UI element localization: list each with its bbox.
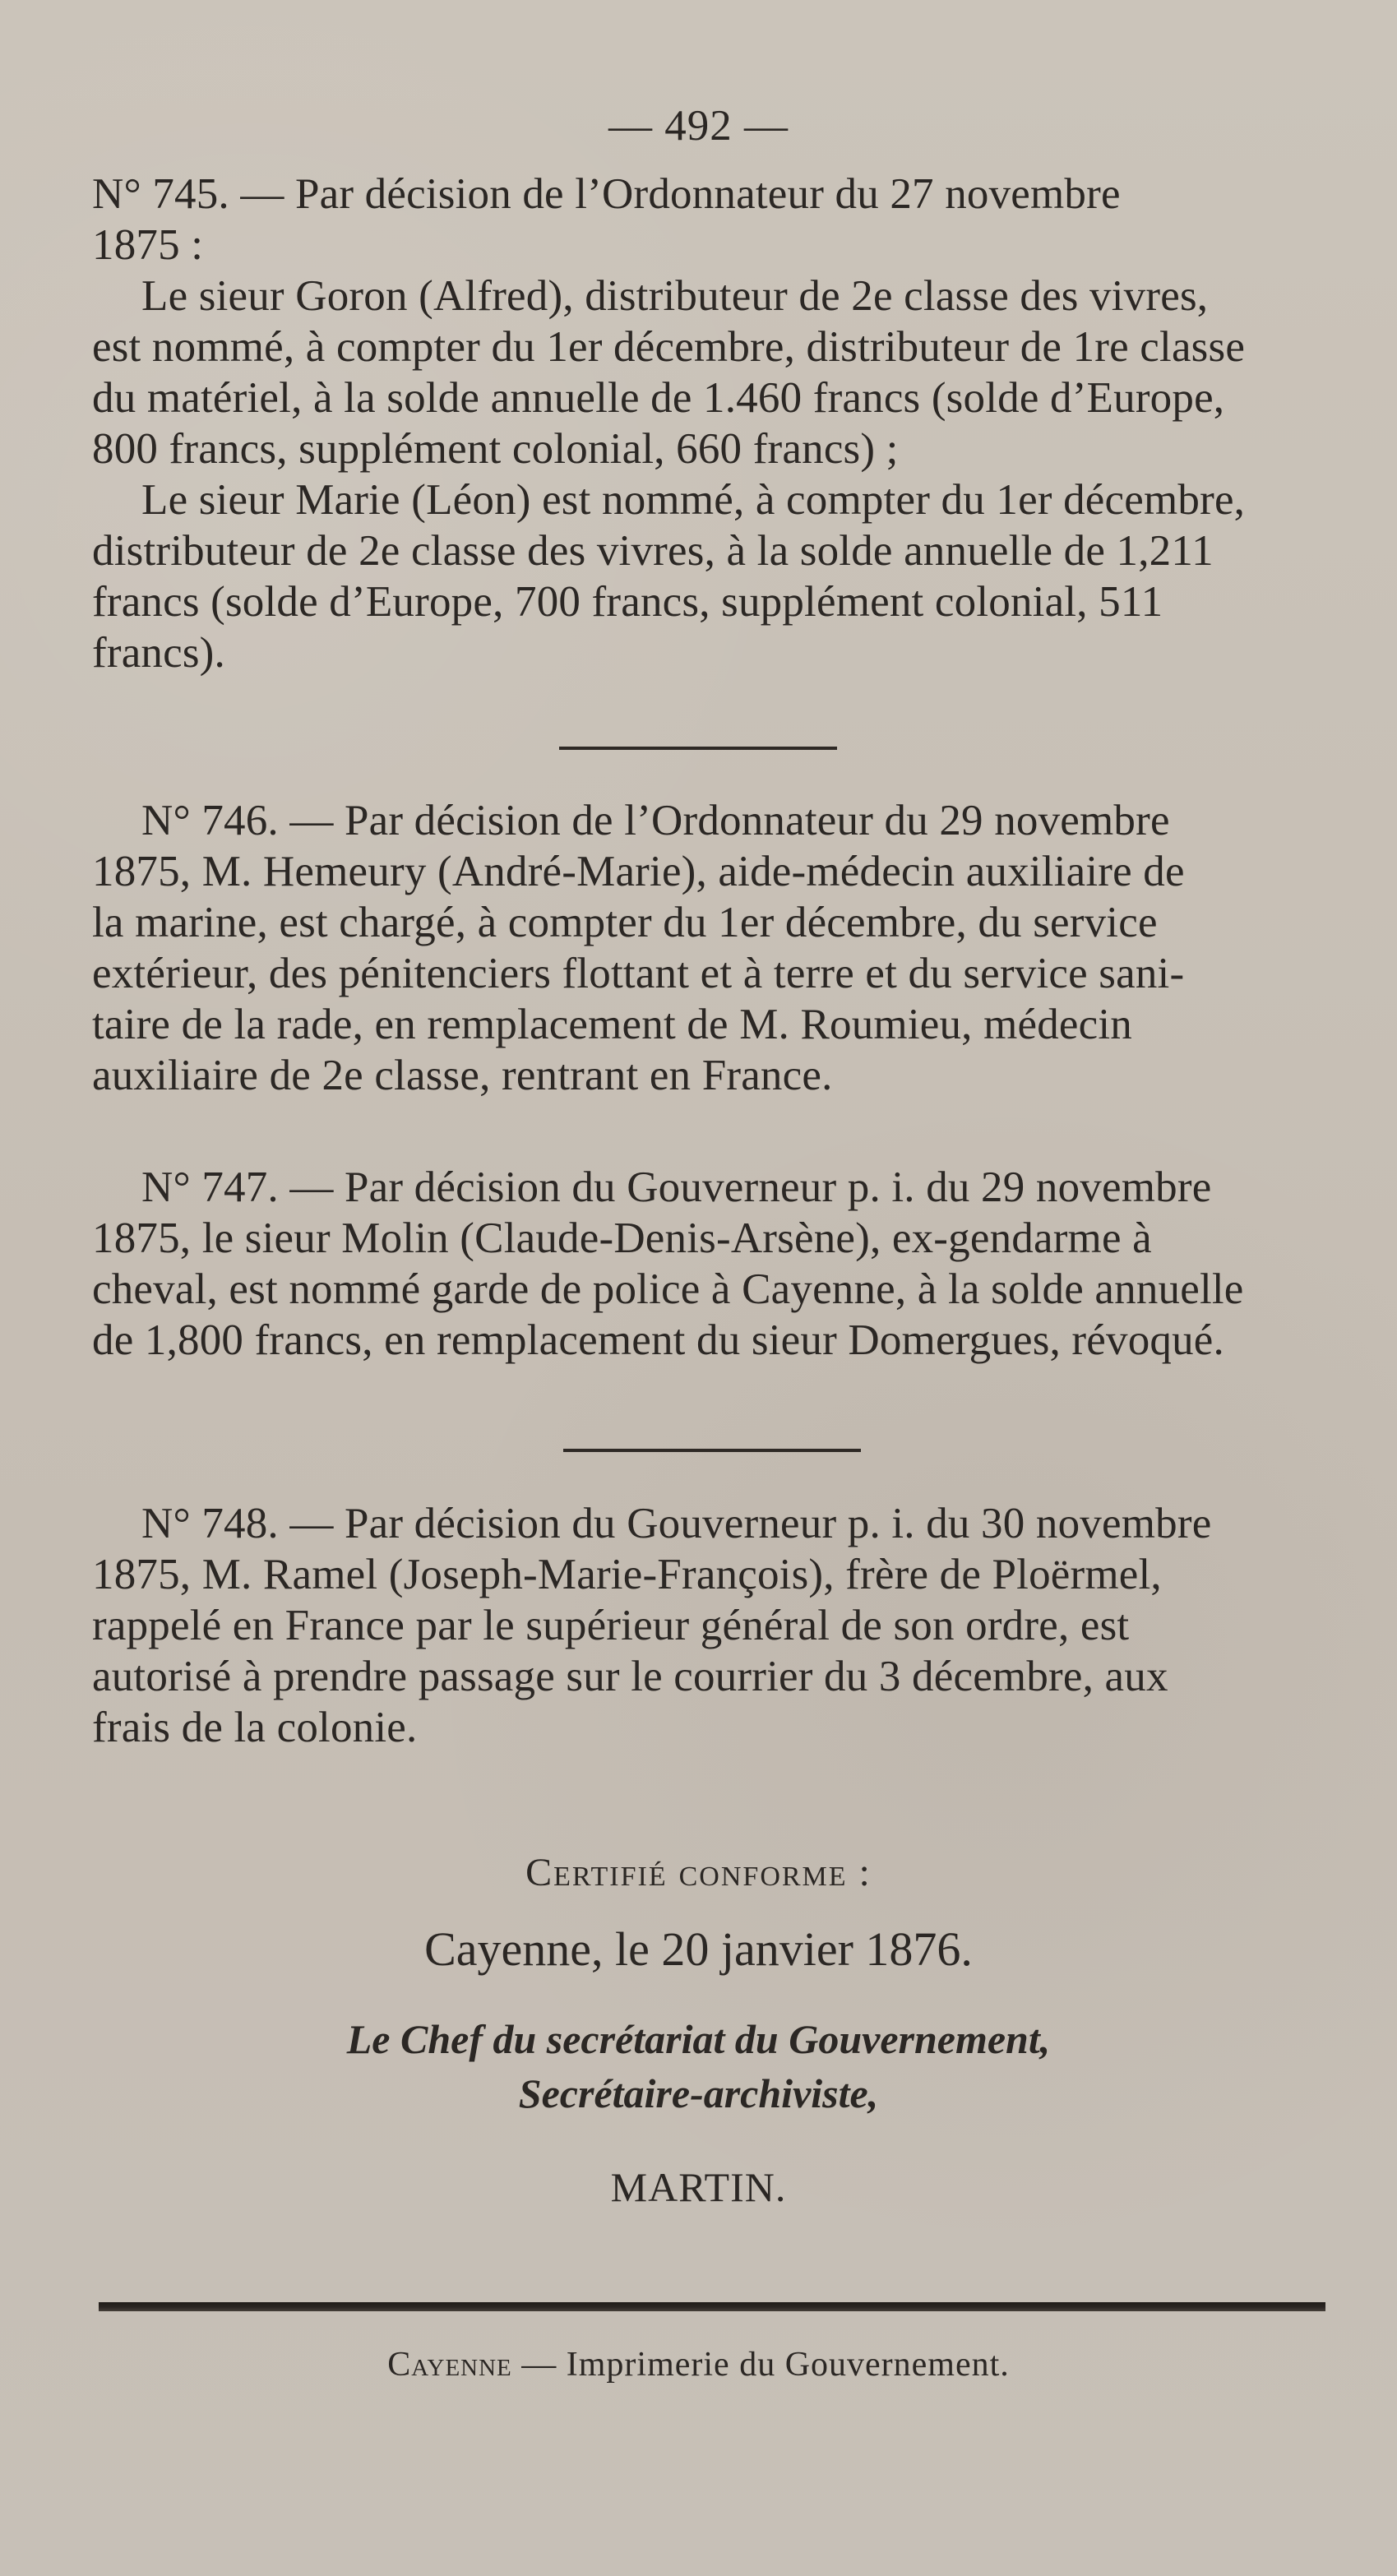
decision-745-line-7: Le sieur Marie (Léon) est nommé, à compter du 1er décembre, [141, 476, 1246, 524]
decision-746-line-6: auxiliaire de 2e classe, rentrant en France. [92, 1052, 833, 1099]
decision-746-line-3: la marine, est chargé, à compter du 1er décembre, du service [92, 899, 1158, 946]
decision-745-line-3: Le sieur Goron (Alfred), distributeur de 2e classe des vivres, [141, 272, 1209, 320]
footer-separator: — [521, 2346, 557, 2384]
decision-745-line-9: francs (solde d’Europe, 700 francs, supplément colonial, 511 [92, 578, 1163, 626]
decision-748-line-4: autorisé à prendre passage sur le courrier du 3 décembre, aux [92, 1653, 1168, 1700]
certification-date: Cayenne, le 20 janvier 1876. [424, 1922, 973, 1976]
certification-heading: Certifié conforme : [525, 1851, 872, 1894]
decision-747-line-2: 1875, le sieur Molin (Claude-Denis-Arsène), ex-gendarme à [92, 1214, 1152, 1262]
decision-745-line-2: 1875 : [92, 221, 204, 269]
decision-745-line-6: 800 francs, supplément colonial, 660 francs) ; [92, 425, 899, 473]
decision-748 [92, 1498, 1340, 1753]
signature-name: MARTIN. [610, 2164, 787, 2210]
section-separator [563, 1449, 861, 1452]
decision-745-line-8: distributeur de 2e classe des vivres, à la solde annuelle de 1,211 [92, 527, 1214, 575]
decision-745-line-4: est nommé, à compter du 1er décembre, distributeur de 1re classe [92, 323, 1246, 371]
decision-747-line-3: cheval, est nommé garde de police à Cayenne, à la solde annuelle [92, 1265, 1244, 1313]
decision-748-line-2: 1875, M. Ramel (Joseph-Marie-François), frère de Ploërmel, [92, 1551, 1162, 1598]
footer-printer: Imprimerie du Gouvernement. [566, 2346, 1010, 2384]
decision-747 [92, 1162, 1340, 1366]
decision-746-line-4: extérieur, des pénitenciers flottant et à terre et du service sani- [92, 950, 1185, 997]
section-separator [559, 747, 837, 750]
decision-746-line-5: taire de la rade, en remplacement de M. Roumieu, médecin [92, 1001, 1133, 1048]
signature-title: Le Chef du secrétariat du Gouvernement, [346, 2016, 1051, 2062]
decision-746 [92, 795, 1340, 1101]
decision-746-line-1: N° 746. — Par décision de l’Ordonnateur du 29 novembre [141, 797, 1170, 844]
footer-place: Cayenne [387, 2346, 512, 2384]
decision-748-line-5: frais de la colonie. [92, 1704, 418, 1751]
decision-748-line-1: N° 748. — Par décision du Gouverneur p. i. du 30 novembre [141, 1500, 1212, 1547]
printer-footer [0, 2345, 1397, 2384]
decision-746-line-2: 1875, M. Hemeury (André-Marie), aide-médecin auxiliaire de [92, 848, 1185, 895]
decision-745 [92, 169, 1340, 678]
decision-745-line-1: N° 745. — Par décision de l’Ordonnateur du 27 novembre [92, 170, 1121, 218]
decision-747-line-4: de 1,800 francs, en remplacement du sieur Domergues, révoqué. [92, 1316, 1224, 1364]
decision-748-line-3: rappelé en France par le supérieur général de son ordre, est [92, 1602, 1130, 1649]
page-number: — 492 — [608, 102, 789, 150]
signature-subtitle: Secrétaire-archiviste, [518, 2070, 879, 2116]
decision-745-line-5: du matériel, à la solde annuelle de 1.460 francs (solde d’Europe, [92, 374, 1225, 422]
decision-747-line-1: N° 747. — Par décision du Gouverneur p. i. du 29 novembre [141, 1163, 1212, 1211]
footer-rule [99, 2302, 1325, 2311]
decision-745-line-10: francs). [92, 629, 225, 677]
